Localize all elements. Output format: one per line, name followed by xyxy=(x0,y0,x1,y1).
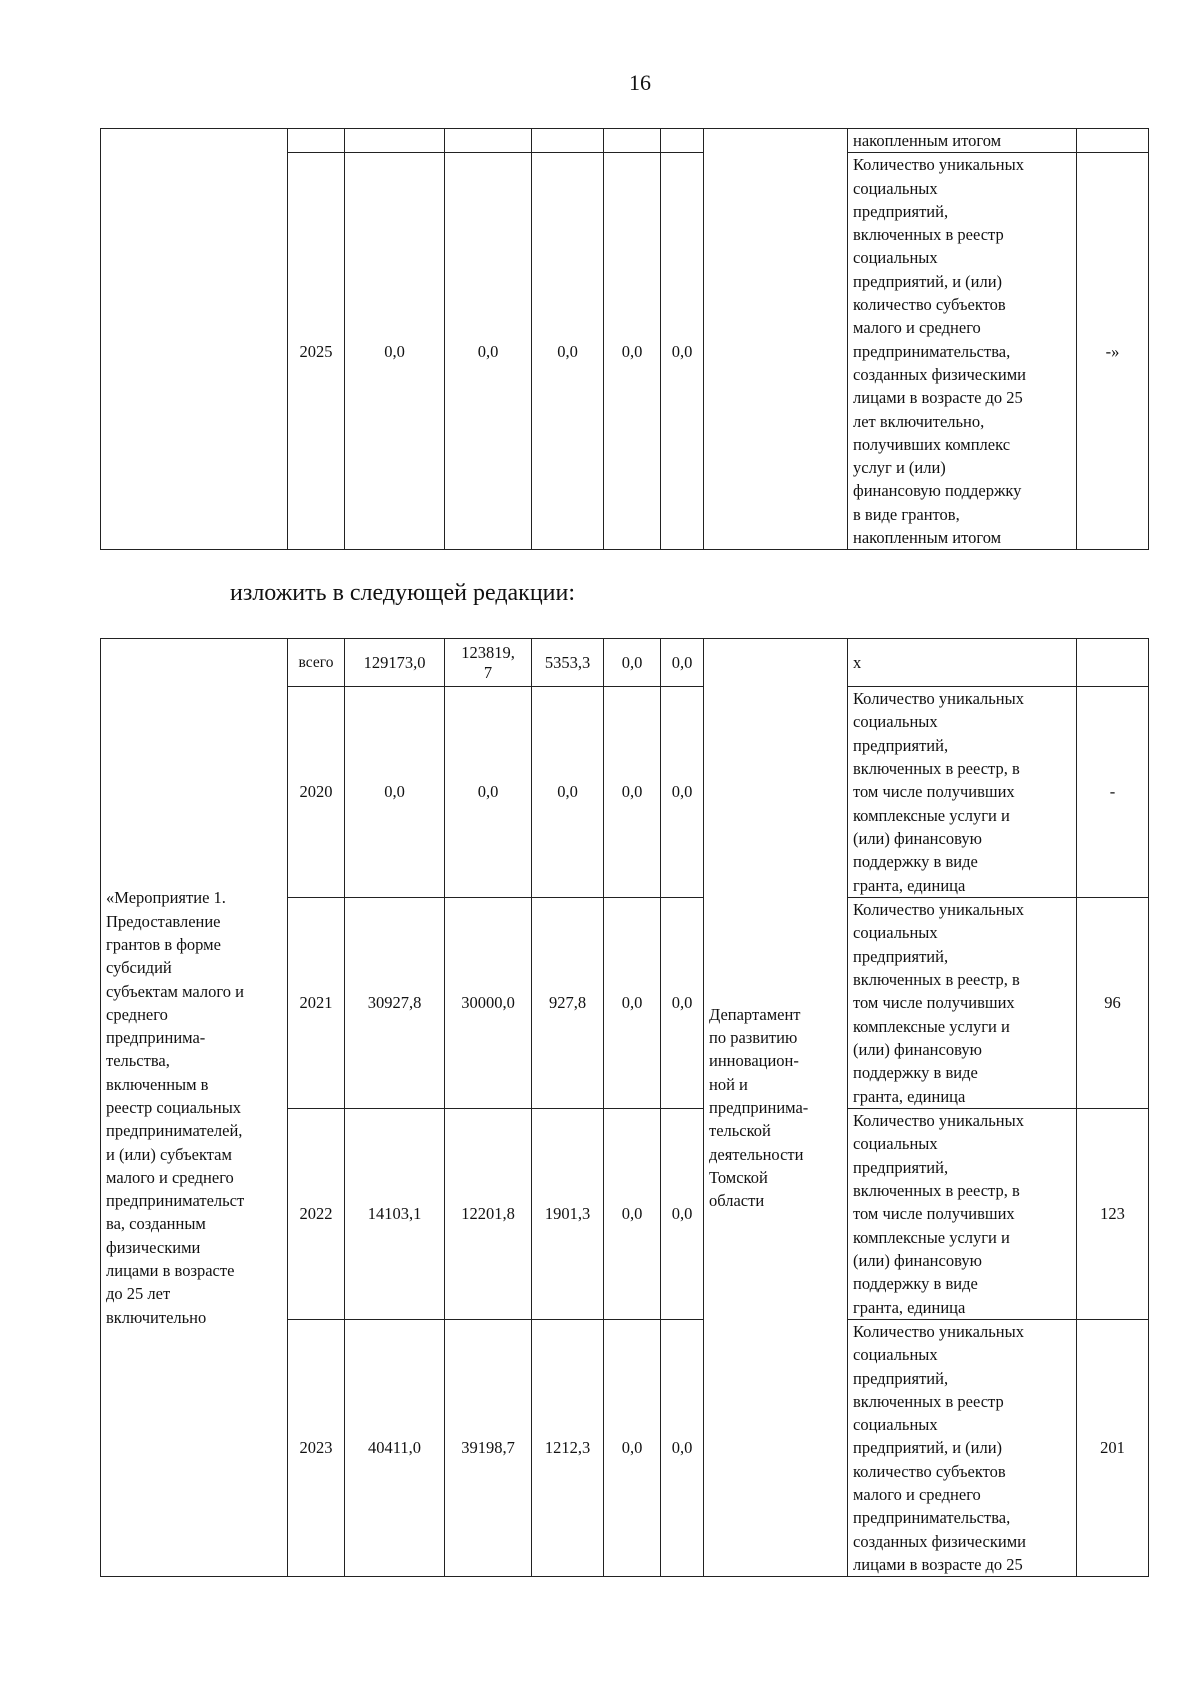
year-cell: 2023 xyxy=(288,1320,345,1577)
value-cell: 0,0 xyxy=(445,153,532,550)
value-cell: 5353,3 xyxy=(532,639,604,687)
value-cell xyxy=(532,129,604,153)
activity-cell xyxy=(101,129,288,550)
indicator-cell: Количество уникальных социальных предприятий, включенных в реестр, в том числе получивших комплексные услуги и (или) финансовую поддержку в виде гранта, единица xyxy=(848,1109,1077,1320)
value-cell: 0,0 xyxy=(345,687,445,898)
target-value-cell xyxy=(1077,639,1149,687)
year-cell: 2025 xyxy=(288,153,345,550)
value-cell: 927,8 xyxy=(532,898,604,1109)
value-cell: 1901,3 xyxy=(532,1109,604,1320)
year-cell: всего xyxy=(288,639,345,687)
continuation-table xyxy=(100,128,1149,550)
value-cell: 0,0 xyxy=(604,639,661,687)
page-number: 16 xyxy=(629,70,651,95)
value-cell: 30927,8 xyxy=(345,898,445,1109)
indicator-cell: Количество уникальных социальных предприятий, включенных в реестр, в том числе получивших комплексные услуги и (или) финансовую поддержку в виде гранта, единица xyxy=(848,898,1077,1109)
value-cell: 0,0 xyxy=(604,1109,661,1320)
value-cell: 0,0 xyxy=(532,153,604,550)
value-cell: 0,0 xyxy=(604,1320,661,1577)
indicator-cell: Количество уникальных социальных предприятий, включенных в реестр, в том числе получивших комплексные услуги и (или) финансовую поддержку в виде гранта, единица xyxy=(848,687,1077,898)
instruction-text: изложить в следующей редакции: xyxy=(230,580,576,606)
value-cell: 12201,8 xyxy=(445,1109,532,1320)
table-row xyxy=(101,639,1149,687)
target-value-cell: -» xyxy=(1077,153,1149,550)
value-cell: 0,0 xyxy=(604,898,661,1109)
value-cell xyxy=(604,129,661,153)
executor-cell xyxy=(704,129,848,550)
value-cell: 40411,0 xyxy=(345,1320,445,1577)
value-cell: 0,0 xyxy=(345,153,445,550)
target-value-cell: - xyxy=(1077,687,1149,898)
value-cell: 1212,3 xyxy=(532,1320,604,1577)
executor-cell: Департамент по развитию инновацион- ной и предпринима- тельской деятельности Томской области xyxy=(704,639,848,1577)
value-cell: 0,0 xyxy=(445,687,532,898)
year-cell: 2021 xyxy=(288,898,345,1109)
year-cell xyxy=(288,129,345,153)
value-cell: 123819, 7 xyxy=(445,639,532,687)
activity-cell: «Мероприятие 1. Предоставление грантов в форме субсидий субъектам малого и среднего предпринима- тельства, включенным в реестр социальных предпринимателей, и (или) субъектам малого и среднего предпринимательст ва, созданным физическими лицами в возрасте до 25 лет включительно xyxy=(101,639,288,1577)
value-cell: 0,0 xyxy=(661,1109,704,1320)
indicator-cell: Количество уникальных социальных предприятий, включенных в реестр социальных предприятий, и (или) количество субъектов малого и среднего предпринимательства, созданных физическими лицами в возрасте до 25 xyxy=(848,1320,1077,1577)
value-cell: 0,0 xyxy=(604,153,661,550)
value-cell: 0,0 xyxy=(661,1320,704,1577)
year-cell: 2020 xyxy=(288,687,345,898)
value-cell: 0,0 xyxy=(661,687,704,898)
value-cell: 14103,1 xyxy=(345,1109,445,1320)
indicator-cell: Количество уникальных социальных предприятий, включенных в реестр социальных предприятий, и (или) количество субъектов малого и среднего предпринимательства, созданных физическими лицами в возрасте до 25 лет включительно, получивших комплекс услуг и (или) финансовую поддержку в виде грантов, накопленным итогом xyxy=(848,153,1077,550)
indicator-cell: накопленным итогом xyxy=(848,129,1077,153)
value-cell: 0,0 xyxy=(661,153,704,550)
activity-table xyxy=(100,638,1149,1577)
year-cell: 2022 xyxy=(288,1109,345,1320)
value-cell: 0,0 xyxy=(604,687,661,898)
table-row xyxy=(101,129,1149,153)
value-cell xyxy=(661,129,704,153)
value-cell xyxy=(445,129,532,153)
indicator-cell: х xyxy=(848,639,1077,687)
value-cell: 39198,7 xyxy=(445,1320,532,1577)
value-cell: 129173,0 xyxy=(345,639,445,687)
target-value-cell xyxy=(1077,129,1149,153)
value-cell: 0,0 xyxy=(661,898,704,1109)
value-cell: 0,0 xyxy=(661,639,704,687)
value-cell: 0,0 xyxy=(532,687,604,898)
target-value-cell: 201 xyxy=(1077,1320,1149,1577)
target-value-cell: 123 xyxy=(1077,1109,1149,1320)
value-cell: 30000,0 xyxy=(445,898,532,1109)
target-value-cell: 96 xyxy=(1077,898,1149,1109)
value-cell xyxy=(345,129,445,153)
